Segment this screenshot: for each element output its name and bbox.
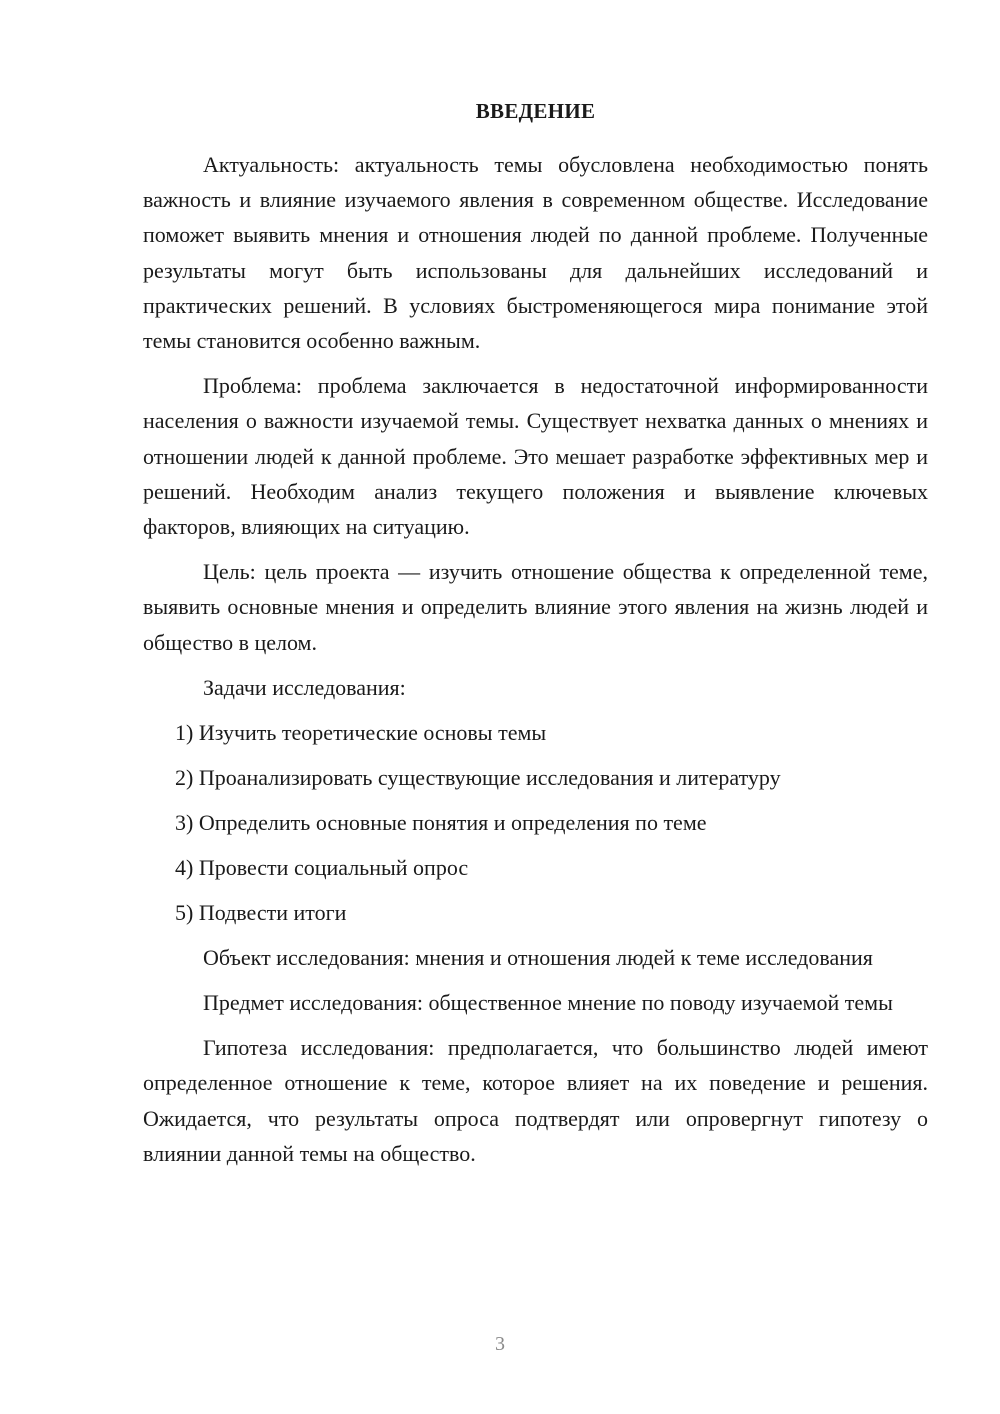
relevance-paragraph: Актуальность: актуальность темы обусловлена необходимостью понять важность и влияние изучаемого явления в современном обществе. Исследование поможет выявить мнения и отношения людей по данной проблеме. Полученные результаты могут быть использованы для дальнейших исследований и практических решений. В условиях быстроменяющегося мира понимание этой темы становится особенно важным. bbox=[143, 152, 928, 354]
task-item: 2) Проанализировать существующие исследования и литературу bbox=[175, 764, 781, 790]
task-item: 1) Изучить теоретические основы темы bbox=[175, 719, 547, 745]
tasks-list bbox=[143, 715, 928, 930]
task-item: 4) Провести социальный опрос bbox=[175, 854, 469, 880]
task-item: 3) Определить основные понятия и определения по теме bbox=[175, 809, 707, 835]
tasks-heading: Задачи исследования: bbox=[203, 674, 406, 700]
hypothesis-paragraph: Гипотеза исследования: предполагается, что большинство людей имеют определенное отношение к теме, которое влияет на их поведение и решения. Ожидается, что результаты опроса подтвердят или опровергнут гипотезу о влиянии данной темы на общество. bbox=[143, 1035, 928, 1166]
section-title: ВВЕДЕНИЕ bbox=[475, 99, 596, 123]
document-page bbox=[143, 94, 928, 1181]
task-item: 5) Подвести итоги bbox=[175, 899, 347, 925]
goal-paragraph: Цель: цель проекта — изучить отношение общества к определенной теме, выявить основные мнения и определить влияние этого явления на жизнь людей и общество в целом. bbox=[143, 559, 928, 655]
object-paragraph: Объект исследования: мнения и отношения людей к теме исследования bbox=[203, 944, 873, 970]
problem-paragraph: Проблема: проблема заключается в недостаточной информированности населения о важности изучаемой темы. Существует нехватка данных о мнениях и отношении людей к данной проблеме. Это мешает разработке эффективных мер и решений. Необходим анализ текущего положения и выявление ключевых факторов, влияющих на ситуацию. bbox=[143, 373, 928, 540]
page-number: 3 bbox=[495, 1333, 505, 1355]
subject-paragraph: Предмет исследования: общественное мнение по поводу изучаемой темы bbox=[203, 990, 893, 1016]
